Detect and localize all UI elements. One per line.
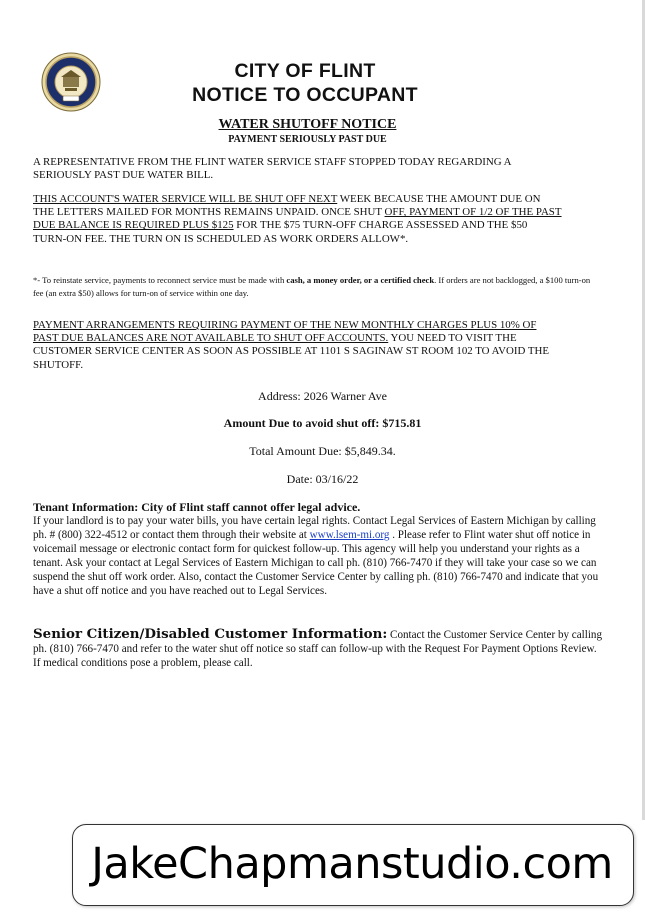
arrangements-warning: PAYMENT ARRANGEMENTS REQUIRING PAYMENT OF THE NEW MONTHLY CHARGES PLUS 10% OF PAST DUE BALANCES ARE NOT AVAILABLE TO SHUT OFF ACCOUNTS. xyxy=(33,319,537,345)
tenant-text-b: . Please refer to Flint water shut off notice in voicemail message or electronic contact form for quickest follow-up. This agency will help you understand your rights as a tenant. Ask your contact at Legal Services of Eastern Michigan to call ph. (810) 766-7470 if they will take your case so we can suspend the shut off work order. Also, contact the Customer Service Center by calling ph. (810) 766-7470 and indicate that you have a shut off notice and you have reached out to Legal Services. xyxy=(33,529,599,597)
senior-text: Contact the Customer Service Center by calling ph. (810) 766-7470 and refer to the water shut off notice so staff can follow-up with the Request For Payment Options Review. If medical conditions pose a problem, please call. xyxy=(33,629,602,669)
total-amount-due: Total Amount Due: $5,849.34. xyxy=(249,444,396,458)
tenant-heading: Tenant Information: City of Flint staff cannot offer legal advice. xyxy=(33,500,361,514)
intro-paragraph: A REPRESENTATIVE FROM THE FLINT WATER SERVICE STAFF STOPPED TODAY REGARDING A SERIOUSLY PAST DUE WATER BILL. xyxy=(33,156,511,182)
footnote-text-b: . If orders are not backlogged, a $100 turn-on fee (an extra $50) allows for turn-on of service within one day. xyxy=(33,275,591,298)
footnote-text-a: *- To reinstate service, payments to reconnect service must be made with xyxy=(33,275,287,285)
amount-due: Amount Due to avoid shut off: $715.81 xyxy=(223,416,422,430)
senior-customer-information xyxy=(33,627,603,670)
document-title-notice: NOTICE TO OCCUPANT xyxy=(192,84,418,106)
tenant-information xyxy=(33,500,603,598)
shutoff-detail-text: WEEK BECAUSE THE AMOUNT DUE ON THE LETTERS MAILED FOR MONTHS REMAINS UNPAID. ONCE SHUT xyxy=(33,193,541,219)
footnote-payment-methods: cash, a money order, or a certified check xyxy=(286,275,435,285)
payment-requirement-text: OFF, PAYMENT OF 1/2 OF THE PAST DUE BALANCE IS REQUIRED PLUS $125 xyxy=(33,206,562,232)
senior-heading: Senior Citizen/Disabled Customer Information: xyxy=(33,626,388,642)
shutoff-warning-text: THIS ACCOUNT'S WATER SERVICE WILL BE SHUT OFF NEXT xyxy=(33,193,338,205)
shutoff-paragraph xyxy=(33,193,563,246)
fee-detail-text: FOR THE $75 TURN-OFF CHARGE ASSESSED AND THE $50 TURN-ON FEE. THE TURN ON IS SCHEDULED AS WORK ORDERS ALLOW*. xyxy=(33,219,528,245)
service-address: Address: 2026 Warner Ave xyxy=(258,389,387,403)
city-seal-logo xyxy=(41,52,101,112)
arrangements-paragraph xyxy=(33,319,563,372)
tenant-text-a: If your landlord is to pay your water bills, you have certain legal rights. Contact Legal Services of Eastern Michigan by calling ph. # (800) 322-4512 or contact them through their website at xyxy=(33,515,596,541)
document-title-city: CITY OF FLINT xyxy=(234,60,376,82)
notice-heading: WATER SHUTOFF NOTICE xyxy=(218,117,397,132)
notice-date: Date: 03/16/22 xyxy=(286,472,359,486)
reinstate-footnote xyxy=(33,274,593,299)
arrangements-detail: YOU NEED TO VISIT THE CUSTOMER SERVICE CENTER AS SOON AS POSSIBLE AT 1101 S SAGINAW ST ROOM 102 TO AVOID THE SHUTOFF. xyxy=(33,332,550,371)
notice-subheading: PAYMENT SERIOUSLY PAST DUE xyxy=(228,134,387,145)
watermark-text: JakeChapmanstudio.com xyxy=(91,839,613,889)
legal-services-link[interactable]: www.lsem-mi.org xyxy=(309,529,390,541)
